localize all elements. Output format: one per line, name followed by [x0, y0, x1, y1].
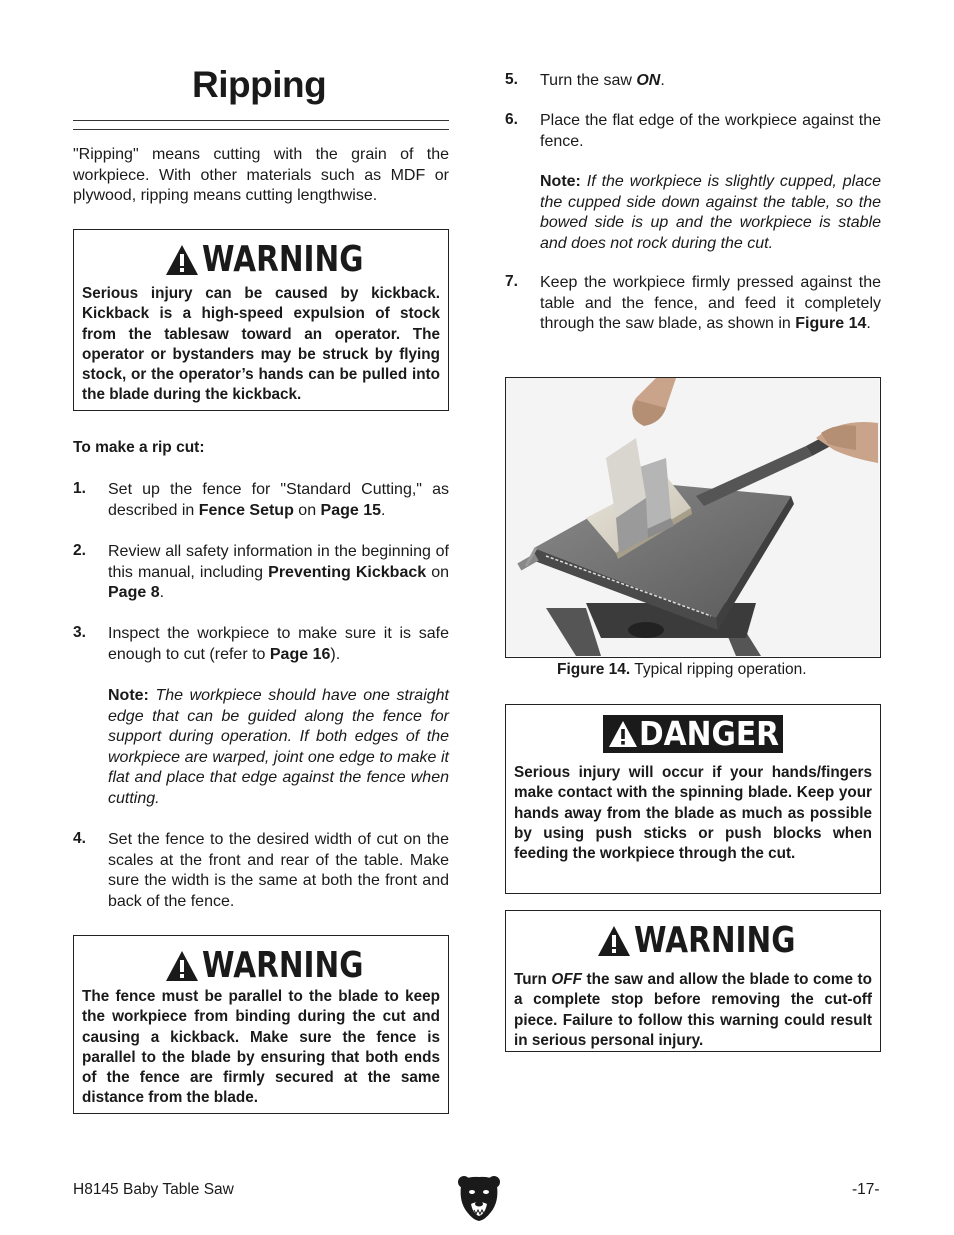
warning-label: WARNING: [201, 239, 363, 280]
step-3-text: Inspect the workpiece to make sure it is safe enough to cut (refer to Page 16).: [108, 625, 449, 663]
warning-header: [506, 921, 880, 961]
step-5-number: 5.: [505, 71, 518, 88]
warning-text-turn-off: Turn OFF the saw and allow the blade to come to a complete stop before removing the cut-off piece. Failure to follow this warning could result in serious personal injury.: [514, 971, 872, 1049]
warning-header: [74, 240, 448, 280]
step-3-note: Note: The workpiece should have one straight edge that can be guided along the fence for support during operation. If both edges of the workpiece are warped, joint one edge to make it flat and place that edge against the fence when cutting.: [108, 687, 449, 807]
step-7-number: 7.: [505, 273, 518, 290]
danger-triangle-icon: [607, 719, 639, 749]
warning-triangle-icon: [164, 949, 200, 983]
step-1-text: Set up the fence for "Standard Cutting," as described in Fence Setup on Page 15.: [108, 481, 449, 519]
step-7-text: Keep the workpiece firmly pressed against the table and the fence, and feed it completely through the saw blade, as shown in Figure 14.: [540, 274, 881, 332]
step-2-number: 2.: [73, 542, 86, 559]
rip-cut-subhead: To make a rip cut:: [73, 439, 205, 456]
danger-box-hands: [505, 704, 881, 894]
warning-label: WARNING: [201, 945, 363, 986]
warning-triangle-icon: [596, 924, 632, 958]
step-3-number: 3.: [73, 624, 86, 641]
figure-14-caption: Figure 14. Typical ripping operation.: [557, 661, 807, 678]
footer-page-number: -17-: [852, 1181, 880, 1198]
warning-text-kickback: Serious injury can be caused by kickback. Kickback is a high-speed expulsion of stock from the tablesaw toward an operator. The operator or bystanders may be struck by flying stock, or the operator’s hands can be pulled into the blade during the kickback.: [82, 285, 440, 404]
title-rule-top: [73, 120, 449, 121]
bear-logo-icon: [457, 1174, 501, 1222]
step-6-number: 6.: [505, 111, 518, 128]
warning-box-turn-off: [505, 910, 881, 1052]
danger-text: Serious injury will occur if your hands/fingers make contact with the spinning blade. Keep your hands away from the blade as much as possible by using push sticks or push blocks when feeding the workpiece through the cut.: [514, 764, 872, 863]
title-rule-bottom: [73, 129, 449, 130]
footer-model-name: H8145 Baby Table Saw: [73, 1181, 234, 1198]
warning-box-fence: [73, 935, 449, 1114]
step-6-note: Note: If the workpiece is slightly cupped, place the cupped side down against the table, so the bowed side is up and the workpiece is stable and does not rock during the cut.: [540, 173, 881, 252]
page-title: Ripping: [192, 64, 327, 105]
step-5-text: Turn the saw ON.: [540, 72, 665, 89]
warning-label: WARNING: [633, 920, 795, 961]
step-6-text: Place the flat edge of the workpiece against the fence.: [540, 112, 881, 150]
danger-label: DANGER: [639, 714, 780, 753]
warning-header: [74, 946, 448, 986]
figure-14-photo: [505, 377, 881, 658]
warning-triangle-icon: [164, 243, 200, 277]
warning-text-fence: The fence must be parallel to the blade to keep the workpiece from binding during the cut and causing a kickback. Make sure the fence is parallel to the blade by ensuring that both ends of the fence are firmly secured at the same distance from the blade.: [82, 988, 440, 1107]
intro-paragraph: "Ripping" means cutting with the grain of the workpiece. With other materials such as MDF or plywood, ripping means cutting lengthwise.: [73, 146, 449, 204]
step-2-text: Review all safety information in the beginning of this manual, including Preventing Kickback on Page 8.: [108, 543, 450, 601]
step-4-text: Set the fence to the desired width of cut on the scales at the front and rear of the table. Make sure the width is the same at both the front and back of the fence.: [108, 831, 449, 910]
step-1-number: 1.: [73, 480, 86, 497]
table-saw-ripping-illustration: [506, 378, 879, 656]
danger-header: [506, 715, 880, 753]
step-4-number: 4.: [73, 830, 86, 847]
warning-box-kickback: [73, 229, 449, 411]
danger-banner: [603, 715, 783, 753]
